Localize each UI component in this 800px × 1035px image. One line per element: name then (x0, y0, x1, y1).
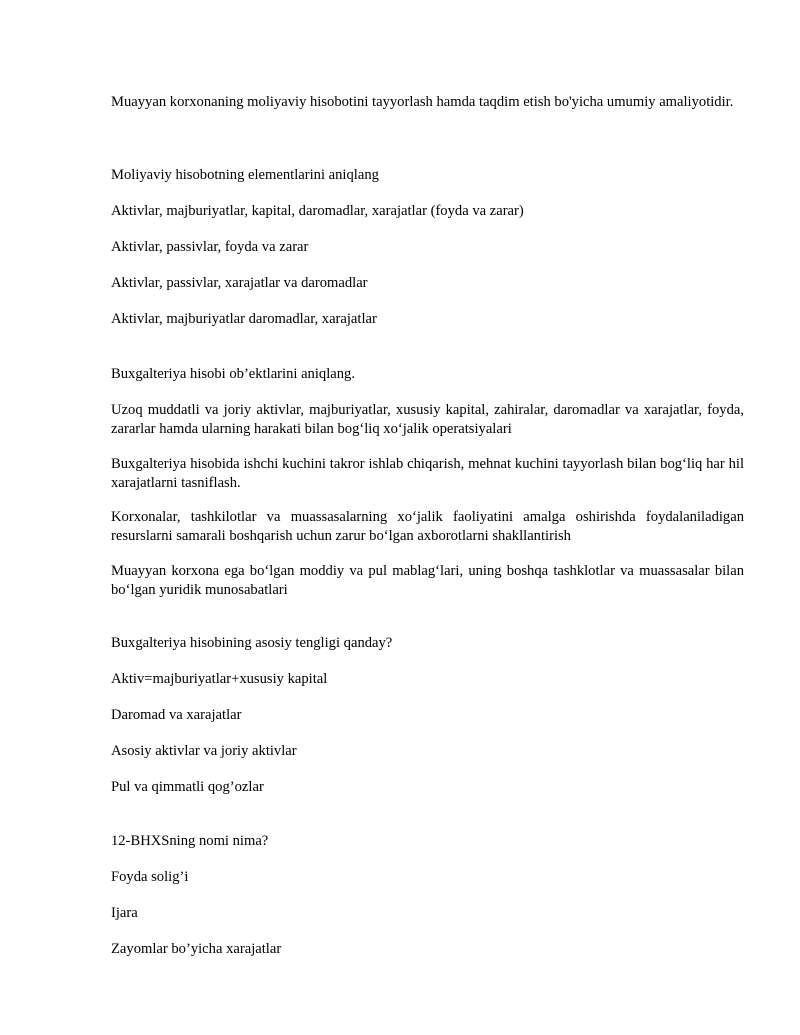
question-3: Buxgalteriya hisobining asosiy tengligi qanday? (111, 635, 393, 651)
question-1-option-1: Aktivlar, majburiyatlar, kapital, daromadlar, xarajatlar (foyda va zarar) (111, 203, 524, 219)
question-3-option-1: Aktiv=majburiyatlar+xususiy kapital (111, 671, 328, 687)
question-2-option-1: Uzoq muddatli va joriy aktivlar, majburiyatlar, xususiy kapital, zahiralar, daromadlar va xarajatlar, foyda, zararlar hamda ularning harakati bilan bog‘liq xo‘jalik operatsiyalari (111, 402, 744, 437)
question-2-option-2: Buxgalteriya hisobida ishchi kuchini takror ishlab chiqarish, mehnat kuchini tayyorlash bilan bog‘liq har hil xarajatlarni tasniflash. (111, 456, 744, 491)
question-3-option-4: Pul va qimmatli qog’ozlar (111, 779, 264, 795)
question-1-option-2: Aktivlar, passivlar, foyda va zarar (111, 239, 309, 255)
question-1-option-4: Aktivlar, majburiyatlar daromadlar, xarajatlar (111, 311, 377, 327)
question-2-option-3: Korxonalar, tashkilotlar va muassasalarning xo‘jalik faoliyatini amalga oshirishda foydalaniladigan resurslarni samarali boshqarish uchun zarur bo‘lgan axborotlarni shakllantirish (111, 509, 744, 544)
question-3-option-2: Daromad va xarajatlar (111, 707, 242, 723)
question-4-option-3: Zayomlar bo’yicha xarajatlar (111, 941, 282, 957)
question-4-option-2: Ijara (111, 905, 138, 921)
question-4: 12-BHXSning nomi nima? (111, 833, 269, 849)
question-1-option-3: Aktivlar, passivlar, xarajatlar va daromadlar (111, 275, 368, 291)
question-2-option-4: Muayyan korxona ega bo‘lgan moddiy va pul mablag‘lari, uning boshqa tashklotlar va muassasalar bilan bo‘lgan yuridik munosabatlari (111, 563, 744, 598)
question-3-option-3: Asosiy aktivlar va joriy aktivlar (111, 743, 297, 759)
intro-paragraph: Muayyan korxonaning moliyaviy hisobotini tayyorlash hamda taqdim etish bo'yicha umumiy amaliyotidir. (111, 94, 734, 110)
question-2: Buxgalteriya hisobi ob’ektlarini aniqlang. (111, 366, 355, 382)
question-1: Moliyaviy hisobotning elementlarini aniqlang (111, 167, 379, 183)
question-4-option-1: Foyda solig’i (111, 869, 189, 885)
